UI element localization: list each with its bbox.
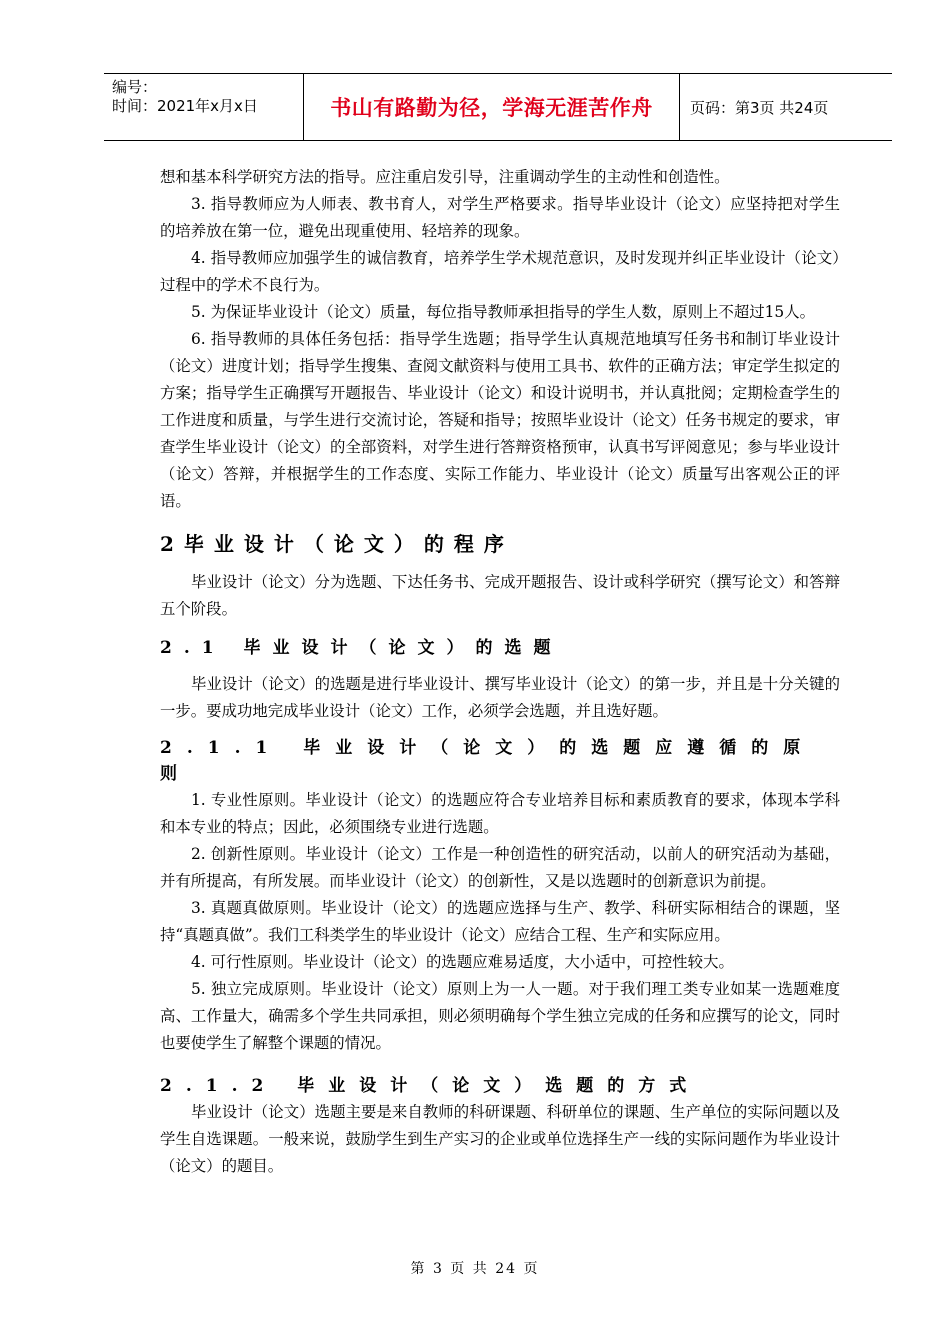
- subsubsection-heading: 2.1.1 毕业设计（论文）的选题应遵循的原则: [160, 738, 816, 784]
- paragraph: 2. 创新性原则。毕业设计（论文）工作是一种创造性的研究活动，以前人的研究活动为基础，并有所提高，有所发展。而毕业设计（论文）的创新性，又是以选题时的创新意识为前提。: [160, 845, 840, 890]
- paragraph: 5. 为保证毕业设计（论文）质量，每位指导教师承担指导的学生人数，原则上不超过15人。: [191, 303, 816, 321]
- paragraph: 3. 指导教师应为人师表、教书育人，对学生严格要求。指导毕业设计（论文）应坚持把对学生的培养放在第一位，避免出现重使用、轻培养的现象。: [160, 195, 840, 240]
- header-motto-cell: [303, 74, 680, 140]
- paragraph: 毕业设计（论文）的选题是进行毕业设计、撰写毕业设计（论文）的第一步，并且是十分关键的一步。要成功地完成毕业设计（论文）工作，必须学会选题，并且选好题。: [160, 675, 840, 720]
- paragraph: 3. 真题真做原则。毕业设计（论文）的选题应选择与生产、教学、科研实际相结合的课题，坚持“真题真做”。我们工科类学生的毕业设计（论文）应结合工程、生产和实际应用。: [160, 899, 840, 944]
- motto: 书山有路勤为径，学海无涯苦作舟: [330, 96, 653, 120]
- paragraph: 毕业设计（论文）分为选题、下达任务书、完成开题报告、设计或科学研究（撰写论文）和答辩五个阶段。: [160, 573, 840, 618]
- paragraph: 6. 指导教师的具体任务包括：指导学生选题；指导学生认真规范地填写任务书和制订毕业设计（论文）进度计划；指导学生搜集、查阅文献资料与使用工具书、软件的正确方法；审定学生拟定的方案；指导学生正确撰写开题报告、毕业设计（论文）和设计说明书，并认真批阅；定期检查学生的工作进度和质量，与学生进行交流讨论，答疑和指导；按照毕业设计（论文）任务书规定的要求，审查学生毕业设计（论文）的全部资料，对学生进行答辩资格预审，认真书写评阅意见；参与毕业设计（论文）答辩，并根据学生的工作态度、实际工作能力、毕业设计（论文）质量写出客观公正的评语。: [160, 330, 840, 510]
- paragraph: 想和基本科学研究方法的指导。应注重启发引导，注重调动学生的主动性和创造性。: [160, 168, 730, 186]
- paragraph: 4. 指导教师应加强学生的诚信教育，培养学生学术规范意识，及时发现并纠正毕业设计（论文）过程中的学术不良行为。: [160, 249, 840, 294]
- page-header: [104, 73, 892, 141]
- subsection-heading: 2.1 毕业设计（论文）的选题: [160, 638, 563, 658]
- page-footer: 第 3 页 共 24 页: [410, 1261, 540, 1277]
- paragraph: 1. 专业性原则。毕业设计（论文）的选题应符合专业培养目标和素质教育的要求，体现本学科和本专业的特点；因此，必须围绕专业进行选题。: [160, 791, 840, 836]
- section-heading: 2毕业设计（论文）的程序: [160, 532, 514, 556]
- document-body: [160, 164, 840, 1180]
- paragraph: 4. 可行性原则。毕业设计（论文）的选题应难易适度，大小适中，可控性较大。: [191, 953, 734, 971]
- page-info: 页码：第3页 共24页: [690, 98, 829, 117]
- header-page-cell: [680, 74, 892, 140]
- subsubsection-heading: 2.1.2 毕业设计（论文）选题的方式: [160, 1076, 701, 1096]
- header-meta-cell: [104, 74, 302, 140]
- date-label: 时间：2021年x月x日: [112, 97, 258, 115]
- paragraph: 毕业设计（论文）选题主要是来自教师的科研课题、科研单位的课题、生产单位的实际问题以及学生自选课题。一般来说，鼓励学生到生产实习的企业或单位选择生产一线的实际问题作为毕业设计（论文）的题目。: [160, 1103, 840, 1175]
- paragraph: 5. 独立完成原则。毕业设计（论文）原则上为一人一题。对于我们理工类专业如某一选题难度高、工作量大，确需多个学生共同承担，则必须明确每个学生独立完成的任务和应撰写的论文，同时也要使学生了解整个课题的情况。: [160, 980, 840, 1052]
- number-label: 编号：: [112, 78, 158, 96]
